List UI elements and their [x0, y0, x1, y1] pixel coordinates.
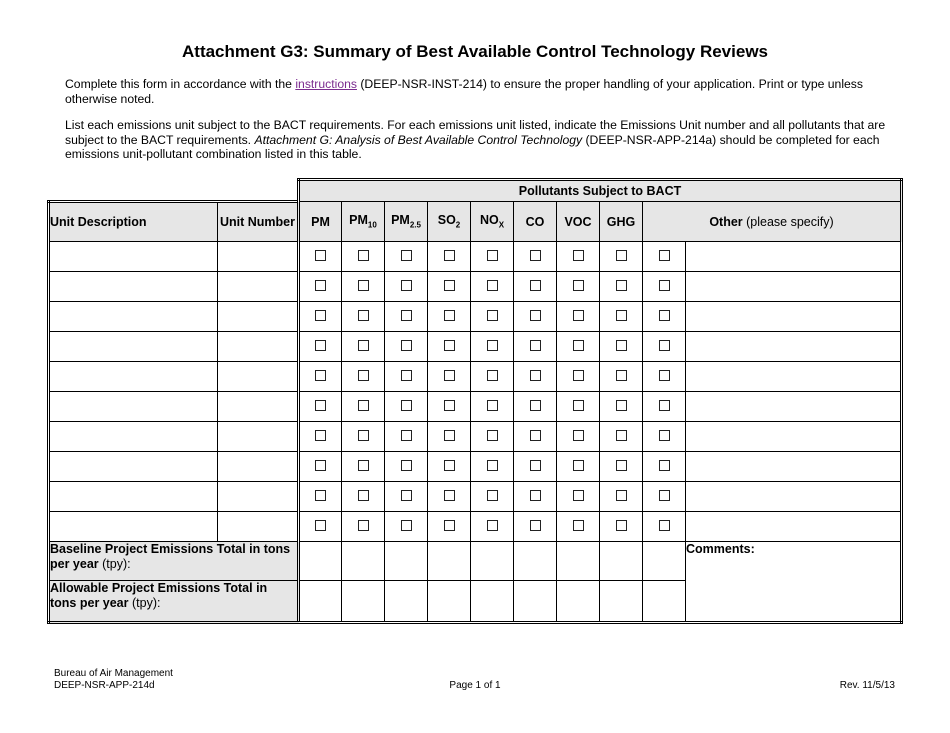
checkbox-cell [385, 242, 428, 272]
pollutant-header-6 [557, 202, 600, 242]
checkbox-cell [643, 392, 686, 422]
pollutant-checkbox[interactable] [315, 310, 326, 321]
checkbox-cell [385, 452, 428, 482]
checkbox-cell [385, 482, 428, 512]
checkbox-cell [557, 332, 600, 362]
allowable-total-cell[interactable] [471, 581, 514, 623]
pollutant-name: GHG [606, 214, 636, 229]
other-specify-cell[interactable] [686, 362, 902, 392]
pollutant-name: NO [479, 213, 499, 228]
pollutant-checkbox[interactable] [616, 370, 627, 381]
checkbox-cell [385, 362, 428, 392]
unit-number-cell[interactable] [218, 512, 299, 542]
checkbox-cell [299, 272, 342, 302]
pollutants-header: Pollutants Subject to BACT [299, 180, 902, 202]
unit-description-cell[interactable] [49, 452, 218, 482]
pollutant-checkbox[interactable] [530, 280, 541, 291]
checkbox-cell [342, 272, 385, 302]
pollutant-name: CO [525, 214, 545, 229]
pollutant-checkbox[interactable] [573, 280, 584, 291]
checkbox-cell [643, 452, 686, 482]
pollutant-checkbox[interactable] [616, 280, 627, 291]
checkbox-cell [600, 272, 643, 302]
checkbox-cell [557, 452, 600, 482]
pollutant-checkbox[interactable] [358, 400, 369, 411]
other-specify-cell[interactable] [686, 422, 902, 452]
pollutant-checkbox[interactable] [487, 520, 498, 531]
checkbox-cell [600, 392, 643, 422]
checkbox-cell [471, 482, 514, 512]
pollutant-header-4 [471, 202, 514, 242]
checkbox-cell [600, 302, 643, 332]
table-row [49, 422, 902, 452]
pollutant-checkbox[interactable] [401, 370, 412, 381]
instructions-italic: Attachment G: Analysis of Best Available Control Technology [254, 132, 583, 147]
pollutant-checkbox[interactable] [659, 340, 670, 351]
checkbox-cell [385, 272, 428, 302]
other-specify-cell[interactable] [686, 302, 902, 332]
checkbox-cell [514, 482, 557, 512]
pollutant-checkbox[interactable] [487, 460, 498, 471]
pollutant-checkbox[interactable] [487, 340, 498, 351]
pollutant-checkbox[interactable] [358, 490, 369, 501]
checkbox-cell [600, 362, 643, 392]
checkbox-cell [600, 422, 643, 452]
table-row [49, 392, 902, 422]
checkbox-cell [600, 332, 643, 362]
checkbox-cell [428, 482, 471, 512]
baseline-total-cell[interactable] [385, 542, 428, 581]
pollutant-checkbox[interactable] [659, 250, 670, 261]
other-specify-cell[interactable] [686, 242, 902, 272]
pollutant-checkbox[interactable] [444, 430, 455, 441]
unit-number-cell[interactable] [218, 272, 299, 302]
unit-number-cell[interactable] [218, 422, 299, 452]
pollutant-checkbox[interactable] [659, 280, 670, 291]
unit-description-cell[interactable] [49, 422, 218, 452]
table-row [49, 272, 902, 302]
baseline-total-cell[interactable] [557, 542, 600, 581]
pollutant-name: PM [391, 213, 410, 228]
pollutant-name: PM [311, 214, 330, 229]
bureau-name: Bureau of Air Management [54, 668, 173, 679]
checkbox-cell [600, 512, 643, 542]
pollutant-checkbox[interactable] [530, 520, 541, 531]
checkbox-cell [342, 482, 385, 512]
table-row [49, 302, 902, 332]
unit-number-header: Unit Number [218, 202, 299, 242]
checkbox-cell [342, 362, 385, 392]
checkbox-cell [385, 332, 428, 362]
checkbox-cell [385, 392, 428, 422]
pollutant-checkbox[interactable] [358, 340, 369, 351]
unit-description-cell[interactable] [49, 512, 218, 542]
checkbox-cell [342, 422, 385, 452]
intro-paragraph [65, 77, 910, 106]
pollutant-checkbox[interactable] [573, 370, 584, 381]
pollutant-checkbox[interactable] [315, 370, 326, 381]
page-number: Page 1 of 1 [449, 680, 501, 691]
baseline-total-cell[interactable] [600, 542, 643, 581]
table-row [49, 362, 902, 392]
pollutant-name: PM [349, 213, 368, 228]
comments-label: Comments: [686, 542, 755, 556]
checkbox-cell [643, 302, 686, 332]
unit-description-header: Unit Description [49, 202, 218, 242]
instructions-text-2: (DEEP-NSR-APP-214a) should be completed for each emissions unit-pollutant combination listed in this table. [65, 132, 880, 161]
allowable-unit: (tpy): [128, 596, 161, 610]
pollutant-checkbox[interactable] [315, 490, 326, 501]
checkbox-cell [514, 452, 557, 482]
unit-description-cell[interactable] [49, 242, 218, 272]
pollutant-checkbox[interactable] [530, 430, 541, 441]
pollutant-name: SO [437, 213, 456, 228]
checkbox-cell [643, 332, 686, 362]
unit-number-cell[interactable] [218, 242, 299, 272]
baseline-total-cell[interactable] [299, 542, 342, 581]
pollutant-header-0 [299, 202, 342, 242]
other-specify-cell[interactable] [686, 272, 902, 302]
other-specify-cell[interactable] [686, 332, 902, 362]
checkbox-cell [299, 422, 342, 452]
checkbox-cell [514, 422, 557, 452]
pollutant-subscript: 10 [367, 220, 377, 230]
checkbox-cell [428, 512, 471, 542]
checkbox-cell [471, 362, 514, 392]
table-row [49, 242, 902, 272]
checkbox-cell [342, 242, 385, 272]
pollutant-checkbox[interactable] [444, 340, 455, 351]
pollutant-checkbox[interactable] [616, 340, 627, 351]
baseline-total-label [49, 542, 299, 581]
checkbox-cell [557, 242, 600, 272]
pollutant-checkbox[interactable] [659, 490, 670, 501]
checkbox-cell [643, 482, 686, 512]
bact-table [47, 178, 903, 624]
pollutant-checkbox[interactable] [659, 430, 670, 441]
checkbox-cell [299, 392, 342, 422]
pollutant-checkbox[interactable] [616, 250, 627, 261]
other-specify-cell[interactable] [686, 452, 902, 482]
pollutant-checkbox[interactable] [401, 490, 412, 501]
pollutant-checkbox[interactable] [616, 430, 627, 441]
checkbox-cell [428, 272, 471, 302]
checkbox-cell [643, 272, 686, 302]
checkbox-cell [557, 512, 600, 542]
pollutant-header-5 [514, 202, 557, 242]
pollutant-checkbox[interactable] [530, 370, 541, 381]
baseline-total-cell[interactable] [428, 542, 471, 581]
allowable-total-cell[interactable] [385, 581, 428, 623]
checkbox-cell [428, 392, 471, 422]
unit-description-cell[interactable] [49, 332, 218, 362]
unit-description-cell[interactable] [49, 362, 218, 392]
pollutant-checkbox[interactable] [530, 490, 541, 501]
unit-description-cell[interactable] [49, 302, 218, 332]
comments-cell[interactable] [686, 542, 902, 623]
checkbox-cell [299, 242, 342, 272]
checkbox-cell [557, 302, 600, 332]
pollutant-checkbox[interactable] [401, 430, 412, 441]
pollutant-checkbox[interactable] [573, 520, 584, 531]
pollutant-checkbox[interactable] [444, 520, 455, 531]
pollutant-checkbox[interactable] [444, 490, 455, 501]
checkbox-cell [643, 362, 686, 392]
checkbox-cell [428, 332, 471, 362]
pollutant-checkbox[interactable] [573, 490, 584, 501]
checkbox-cell [514, 392, 557, 422]
checkbox-cell [471, 272, 514, 302]
pollutant-subscript: 2 [455, 220, 461, 230]
pollutant-checkbox[interactable] [358, 280, 369, 291]
checkbox-cell [643, 512, 686, 542]
checkbox-cell [557, 422, 600, 452]
pollutant-checkbox[interactable] [530, 460, 541, 471]
pollutant-header-3 [428, 202, 471, 242]
pollutant-checkbox[interactable] [315, 520, 326, 531]
pollutant-checkbox[interactable] [487, 430, 498, 441]
checkbox-cell [557, 362, 600, 392]
checkbox-cell [600, 452, 643, 482]
allowable-total-cell[interactable] [643, 581, 686, 623]
allowable-label: Allowable Project Emissions Total in tons per year [50, 581, 268, 610]
allowable-total-cell[interactable] [514, 581, 557, 623]
checkbox-cell [514, 272, 557, 302]
table-row [49, 452, 902, 482]
baseline-total-cell[interactable] [342, 542, 385, 581]
allowable-total-cell[interactable] [428, 581, 471, 623]
pollutant-header-7 [600, 202, 643, 242]
checkbox-cell [385, 302, 428, 332]
pollutant-checkbox[interactable] [573, 310, 584, 321]
pollutant-checkbox[interactable] [487, 400, 498, 411]
pollutant-checkbox[interactable] [358, 460, 369, 471]
pollutant-checkbox[interactable] [573, 430, 584, 441]
other-specify-cell[interactable] [686, 392, 902, 422]
form-id: DEEP-NSR-APP-214d [54, 680, 155, 691]
other-specify-cell[interactable] [686, 512, 902, 542]
checkbox-cell [514, 512, 557, 542]
pollutant-checkbox[interactable] [487, 370, 498, 381]
pollutant-subscript: X [498, 220, 505, 230]
other-header [643, 202, 902, 242]
checkbox-cell [514, 242, 557, 272]
checkbox-cell [557, 272, 600, 302]
unit-number-cell[interactable] [218, 392, 299, 422]
checkbox-cell [557, 482, 600, 512]
pollutant-checkbox[interactable] [358, 370, 369, 381]
allowable-total-cell[interactable] [299, 581, 342, 623]
unit-description-cell[interactable] [49, 392, 218, 422]
pollutant-checkbox[interactable] [358, 250, 369, 261]
pollutant-checkbox[interactable] [573, 340, 584, 351]
pollutant-checkbox[interactable] [616, 490, 627, 501]
checkbox-cell [428, 422, 471, 452]
checkbox-cell [471, 332, 514, 362]
pollutant-header-1 [342, 202, 385, 242]
pollutant-checkbox[interactable] [530, 310, 541, 321]
pollutant-checkbox[interactable] [315, 250, 326, 261]
unit-description-cell[interactable] [49, 482, 218, 512]
pollutant-checkbox[interactable] [487, 310, 498, 321]
unit-number-cell[interactable] [218, 302, 299, 332]
checkbox-cell [385, 512, 428, 542]
pollutant-checkbox[interactable] [444, 250, 455, 261]
pollutant-header-2 [385, 202, 428, 242]
pollutant-checkbox[interactable] [530, 250, 541, 261]
checkbox-cell [428, 302, 471, 332]
pollutant-checkbox[interactable] [358, 520, 369, 531]
checkbox-cell [342, 302, 385, 332]
checkbox-cell [428, 242, 471, 272]
checkbox-cell [428, 362, 471, 392]
pollutant-checkbox[interactable] [401, 520, 412, 531]
unit-number-cell[interactable] [218, 362, 299, 392]
checkbox-cell [643, 242, 686, 272]
pollutant-checkbox[interactable] [358, 430, 369, 441]
pollutant-checkbox[interactable] [401, 400, 412, 411]
pollutant-checkbox[interactable] [401, 280, 412, 291]
pollutant-checkbox[interactable] [401, 340, 412, 351]
other-label: Other [709, 214, 743, 229]
checkbox-cell [342, 452, 385, 482]
pollutant-checkbox[interactable] [659, 310, 670, 321]
checkbox-cell [342, 512, 385, 542]
baseline-label: Baseline Project Emissions Total in tons per year [50, 542, 291, 571]
pollutant-checkbox[interactable] [573, 400, 584, 411]
other-specify-cell[interactable] [686, 482, 902, 512]
checkbox-cell [514, 302, 557, 332]
pollutant-checkbox[interactable] [616, 520, 627, 531]
table-row [49, 482, 902, 512]
pollutant-checkbox[interactable] [659, 520, 670, 531]
checkbox-cell [299, 512, 342, 542]
table-row [49, 512, 902, 542]
instructions-paragraph [65, 118, 910, 162]
pollutant-checkbox[interactable] [530, 340, 541, 351]
checkbox-cell [471, 422, 514, 452]
pollutant-checkbox[interactable] [401, 460, 412, 471]
page-title: Attachment G3: Summary of Best Available Control Technology Reviews [182, 42, 768, 61]
pollutant-checkbox[interactable] [315, 430, 326, 441]
pollutant-checkbox[interactable] [444, 280, 455, 291]
unit-number-cell[interactable] [218, 332, 299, 362]
pollutant-name: VOC [564, 214, 592, 229]
instructions-text-1: List each emissions unit subject to the BACT requirements. For each emissions unit listed, indicate the Emissions Unit number and all pollutants that are subject to the BACT requirements. [65, 118, 886, 147]
baseline-unit: (tpy): [98, 557, 131, 571]
checkbox-cell [600, 482, 643, 512]
checkbox-cell [471, 242, 514, 272]
pollutant-checkbox[interactable] [530, 400, 541, 411]
unit-description-cell[interactable] [49, 272, 218, 302]
pollutant-checkbox[interactable] [444, 370, 455, 381]
pollutant-checkbox[interactable] [659, 400, 670, 411]
checkbox-cell [471, 392, 514, 422]
pollutant-checkbox[interactable] [444, 460, 455, 471]
checkbox-cell [385, 422, 428, 452]
checkbox-cell [342, 392, 385, 422]
pollutant-checkbox[interactable] [616, 400, 627, 411]
pollutant-checkbox[interactable] [315, 460, 326, 471]
pollutant-checkbox[interactable] [573, 460, 584, 471]
allowable-total-cell[interactable] [600, 581, 643, 623]
revision-date: Rev. 11/5/13 [839, 680, 895, 691]
pollutant-checkbox[interactable] [401, 310, 412, 321]
allowable-total-label [49, 581, 299, 623]
checkbox-cell [514, 332, 557, 362]
checkbox-cell [471, 512, 514, 542]
intro-text-after: (DEEP-NSR-INST-214) to ensure the proper handling of your application. Print or type unless otherwise noted. [65, 77, 863, 106]
checkbox-cell [299, 482, 342, 512]
pollutant-checkbox[interactable] [358, 310, 369, 321]
baseline-total-cell[interactable] [643, 542, 686, 581]
pollutant-checkbox[interactable] [487, 280, 498, 291]
pollutant-checkbox[interactable] [487, 490, 498, 501]
pollutant-checkbox[interactable] [659, 370, 670, 381]
pollutant-checkbox[interactable] [573, 250, 584, 261]
pollutant-checkbox[interactable] [315, 400, 326, 411]
baseline-total-cell[interactable] [471, 542, 514, 581]
other-hint: (please specify) [742, 214, 834, 229]
checkbox-cell [299, 452, 342, 482]
checkbox-cell [471, 452, 514, 482]
allowable-total-cell[interactable] [342, 581, 385, 623]
checkbox-cell [299, 332, 342, 362]
table-row [49, 332, 902, 362]
pollutant-checkbox[interactable] [616, 460, 627, 471]
checkbox-cell [428, 452, 471, 482]
checkbox-cell [299, 362, 342, 392]
checkbox-cell [643, 422, 686, 452]
checkbox-cell [299, 302, 342, 332]
pollutant-checkbox[interactable] [401, 250, 412, 261]
unit-number-cell[interactable] [218, 452, 299, 482]
baseline-total-cell[interactable] [514, 542, 557, 581]
instructions-link[interactable]: instructions [295, 77, 357, 91]
checkbox-cell [471, 302, 514, 332]
pollutant-checkbox[interactable] [659, 460, 670, 471]
checkbox-cell [557, 392, 600, 422]
allowable-total-cell[interactable] [557, 581, 600, 623]
pollutant-subscript: 2.5 [409, 220, 421, 230]
pollutant-checkbox[interactable] [315, 280, 326, 291]
pollutant-checkbox[interactable] [487, 250, 498, 261]
checkbox-cell [514, 362, 557, 392]
pollutant-checkbox[interactable] [444, 400, 455, 411]
pollutant-checkbox[interactable] [444, 310, 455, 321]
checkbox-cell [342, 332, 385, 362]
checkbox-cell [600, 242, 643, 272]
pollutant-checkbox[interactable] [616, 310, 627, 321]
pollutant-checkbox[interactable] [315, 340, 326, 351]
unit-number-cell[interactable] [218, 482, 299, 512]
intro-text-before: Complete this form in accordance with the [65, 77, 296, 91]
